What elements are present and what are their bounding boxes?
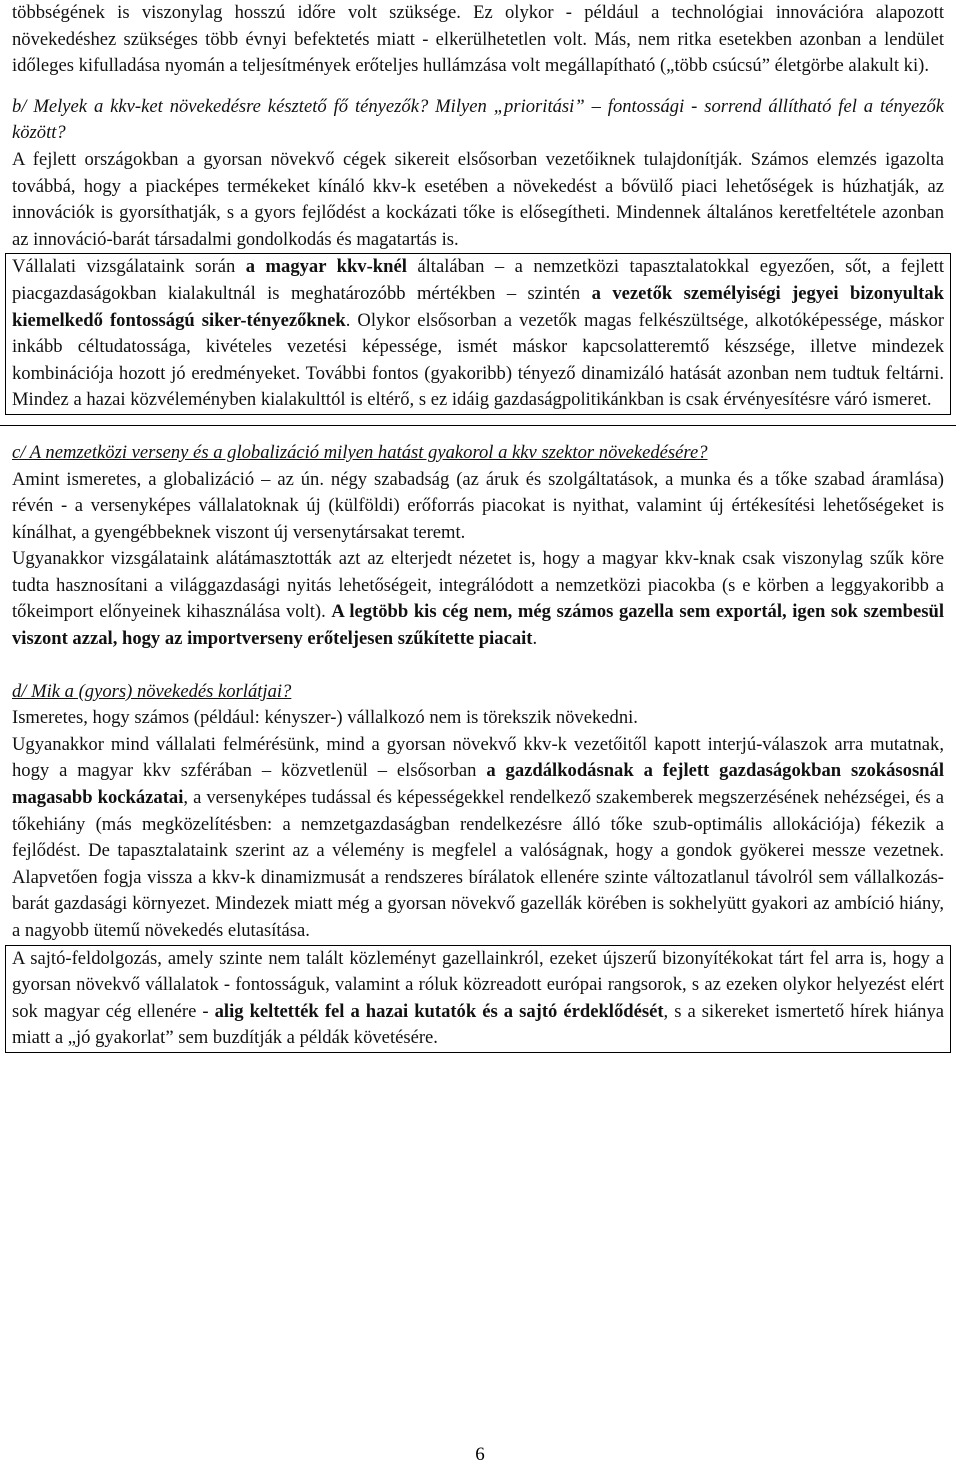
section-c-paragraph-2 [12, 546, 944, 652]
section-d-highlight-box [5, 945, 951, 1053]
section-b-box-text [12, 254, 944, 414]
text-run: , s a sikereket ismertető hírek hiánya miatt a „jó gyakorlat” sem buzdítják a példák követésére. [12, 1000, 944, 1049]
bold-run: a vezetők személyiségi jegyei bizonyultak kiemelkedő fontosságú siker-tényezőknek [12, 282, 945, 331]
bold-run: a magyar kkv-knél [245, 256, 407, 278]
text-run: , a versenyképes tudással és képességekkel rendelkező szakemberek megszerzésének nehézségei, és a tőkehiány (más megközelítésben: a nemzetgazdaságban rendelkezésre álló tőke szub-optimális allokációja) fékezik a fejlődést. De tapasztalataink szerint az a vélemény is megfelel a valóságnak, hogy a gondok gyökerei messze vezetnek. Alapvetően fogja vissza a kkv-k dinamizmusát a rendszeres bírálatok ellenére szinte változatlanul távolról sem vállalkozás-barát gazdasági környezet. Mindezek miatt még a gyorsan növekvő gazellák körében is sokhelyütt gyakori az ambíció hiány, a nagyobb ütemű növekedés elutasítása. [12, 787, 944, 941]
spacer [12, 653, 944, 679]
document-page [12, 0, 944, 1053]
spacer [12, 426, 944, 440]
question-text: d/ Mik a (gyors) növekedés korlátjai? [12, 680, 292, 702]
spacer [12, 80, 944, 94]
bold-run: a gazdálkodásnak a fejlett gazdaságokban szokásosnál magasabb kockázatai [12, 760, 944, 809]
intro-paragraph: többségének is viszonylag hosszú időre volt szüksége. Ez olykor - például a technológiai innovációra alapozott növekedéshez szükséges több évnyi befektetés miatt - elkerülhetetlen volt. Más, nem ritka esetekben azonban a lendület időleges kifulladása nyomán a teljesítmények erőteljes hullámzása volt megállapítható („több csúcsú” életgörbe alakult ki). [12, 2, 944, 77]
page-number: 6 [475, 1444, 485, 1465]
bold-run: alig keltették fel a hazai kutatók és a sajtó érdeklődését [214, 1000, 664, 1022]
text-run: . Olykor elsősorban a vezetők magas felkészültsége, alkotóképessége, máskor inkább céltudatossága, kivételes vezetési képessége, ismét máskor kapcsolatteremtő készsége, illetve mindezek kombinációja hozott jó eredményeket. További fontos (gyakoribb) tényező dinamizáló hatását azonban nem tudtuk feltárni. Mindez a hazai közvéleményben kialakulttól is eltérő, s ez idáig gazdaságpolitikánkban is csak érvényesítésre váró ismeret. [12, 309, 944, 411]
section-c-question [12, 440, 944, 467]
section-d-question [12, 679, 944, 706]
text-run: Ugyanakkor vizsgálataink alátámasztották azt az elterjedt nézetet is, hogy a magyar kkv-knak csak viszonylag szűk köre tudta hasznosítani a világgazdasági nyitás lehetőségeit, integrálódott a nemzetközi piacokba (s e körben a leggyakoribb a tőkeimport előnyeinek kihasználása volt). [12, 548, 944, 623]
section-d-box-text [12, 946, 944, 1052]
section-d-paragraph-2 [12, 732, 944, 945]
text-run: általában – a nemzetközi tapasztalatokkal egyezően, sőt, a fejlett piacgazdaságokban kialakultnál is meghatározóbb mértékben – szintén [12, 256, 944, 304]
text-run: Vállalati vizsgálataink során [12, 256, 246, 278]
text-run: Ugyanakkor mind vállalati felmérésünk, mind a gyorsan növekvő kkv-k vezetőitől kapott interjú-válaszok arra mutatnak, hogy a magyar kkv szférában – közvetlenül – elsősorban [12, 733, 944, 782]
question-text: c/ A nemzetközi verseny és a globalizáció milyen hatást gyakorol a kkv szektor növekedésére? [12, 441, 708, 463]
text-run: A sajtó-feldolgozás, amely szinte nem talált közleményt gazellainkról, ezeket újszerű bizonyítékokat tárt fel arra is, hogy a gyorsan növekvő vállalatok - fontosságuk, valamint a róluk közreadott európai rangsorok, s az ezeken olykor helyezést elért sok magyar cég ellenére - [12, 947, 944, 1022]
text-run: . [532, 628, 538, 650]
section-c-paragraph-1: Amint ismeretes, a globalizáció – az ún. négy szabadság (az áruk és szolgáltatások, a munka és a tőke szabad áramlása) révén - a versenyképes vállalatoknak új (külföldi) erőforrás piacokat is nyithat, valamint új értékesítési lehetőségeket is kínálhat, a gyengébbeknek viszont új versenytársakat teremt. [12, 468, 944, 543]
section-b-highlight-box [5, 253, 951, 415]
bold-run: A legtöbb kis cég nem, még számos gazella sem exportál, igen sok szembesül viszont azzal, hogy az importverseny erőteljesen szűkítette piacait [12, 601, 944, 650]
section-b-paragraph: A fejlett országokban a gyorsan növekvő cégek sikereit elsősorban vezetőiknek tulajdonítják. Számos elemzés igazolta továbbá, hogy a piacképes termékeket kínáló kkv-k esetében a növekedést a bővülő piaci lehetőségek is húzhatják, az innovációk is gyorsíthatják, s a gyors fejlődést a kockázati tőke is elősegítheti. Mindennek általános keretfeltétele azonban az innováció-barát társadalmi gondolkodás és magatartás is. [12, 148, 944, 250]
section-d-paragraph-1: Ismeretes, hogy számos (például: kényszer-) vállalkozó nem is törekszik növekedni. [12, 707, 638, 729]
section-b-question: b/ Melyek a kkv-ket növekedésre késztető fő tényezők? Milyen „prioritási” – fontossági - sorrend állítható fel a tényezők között? [12, 95, 944, 144]
